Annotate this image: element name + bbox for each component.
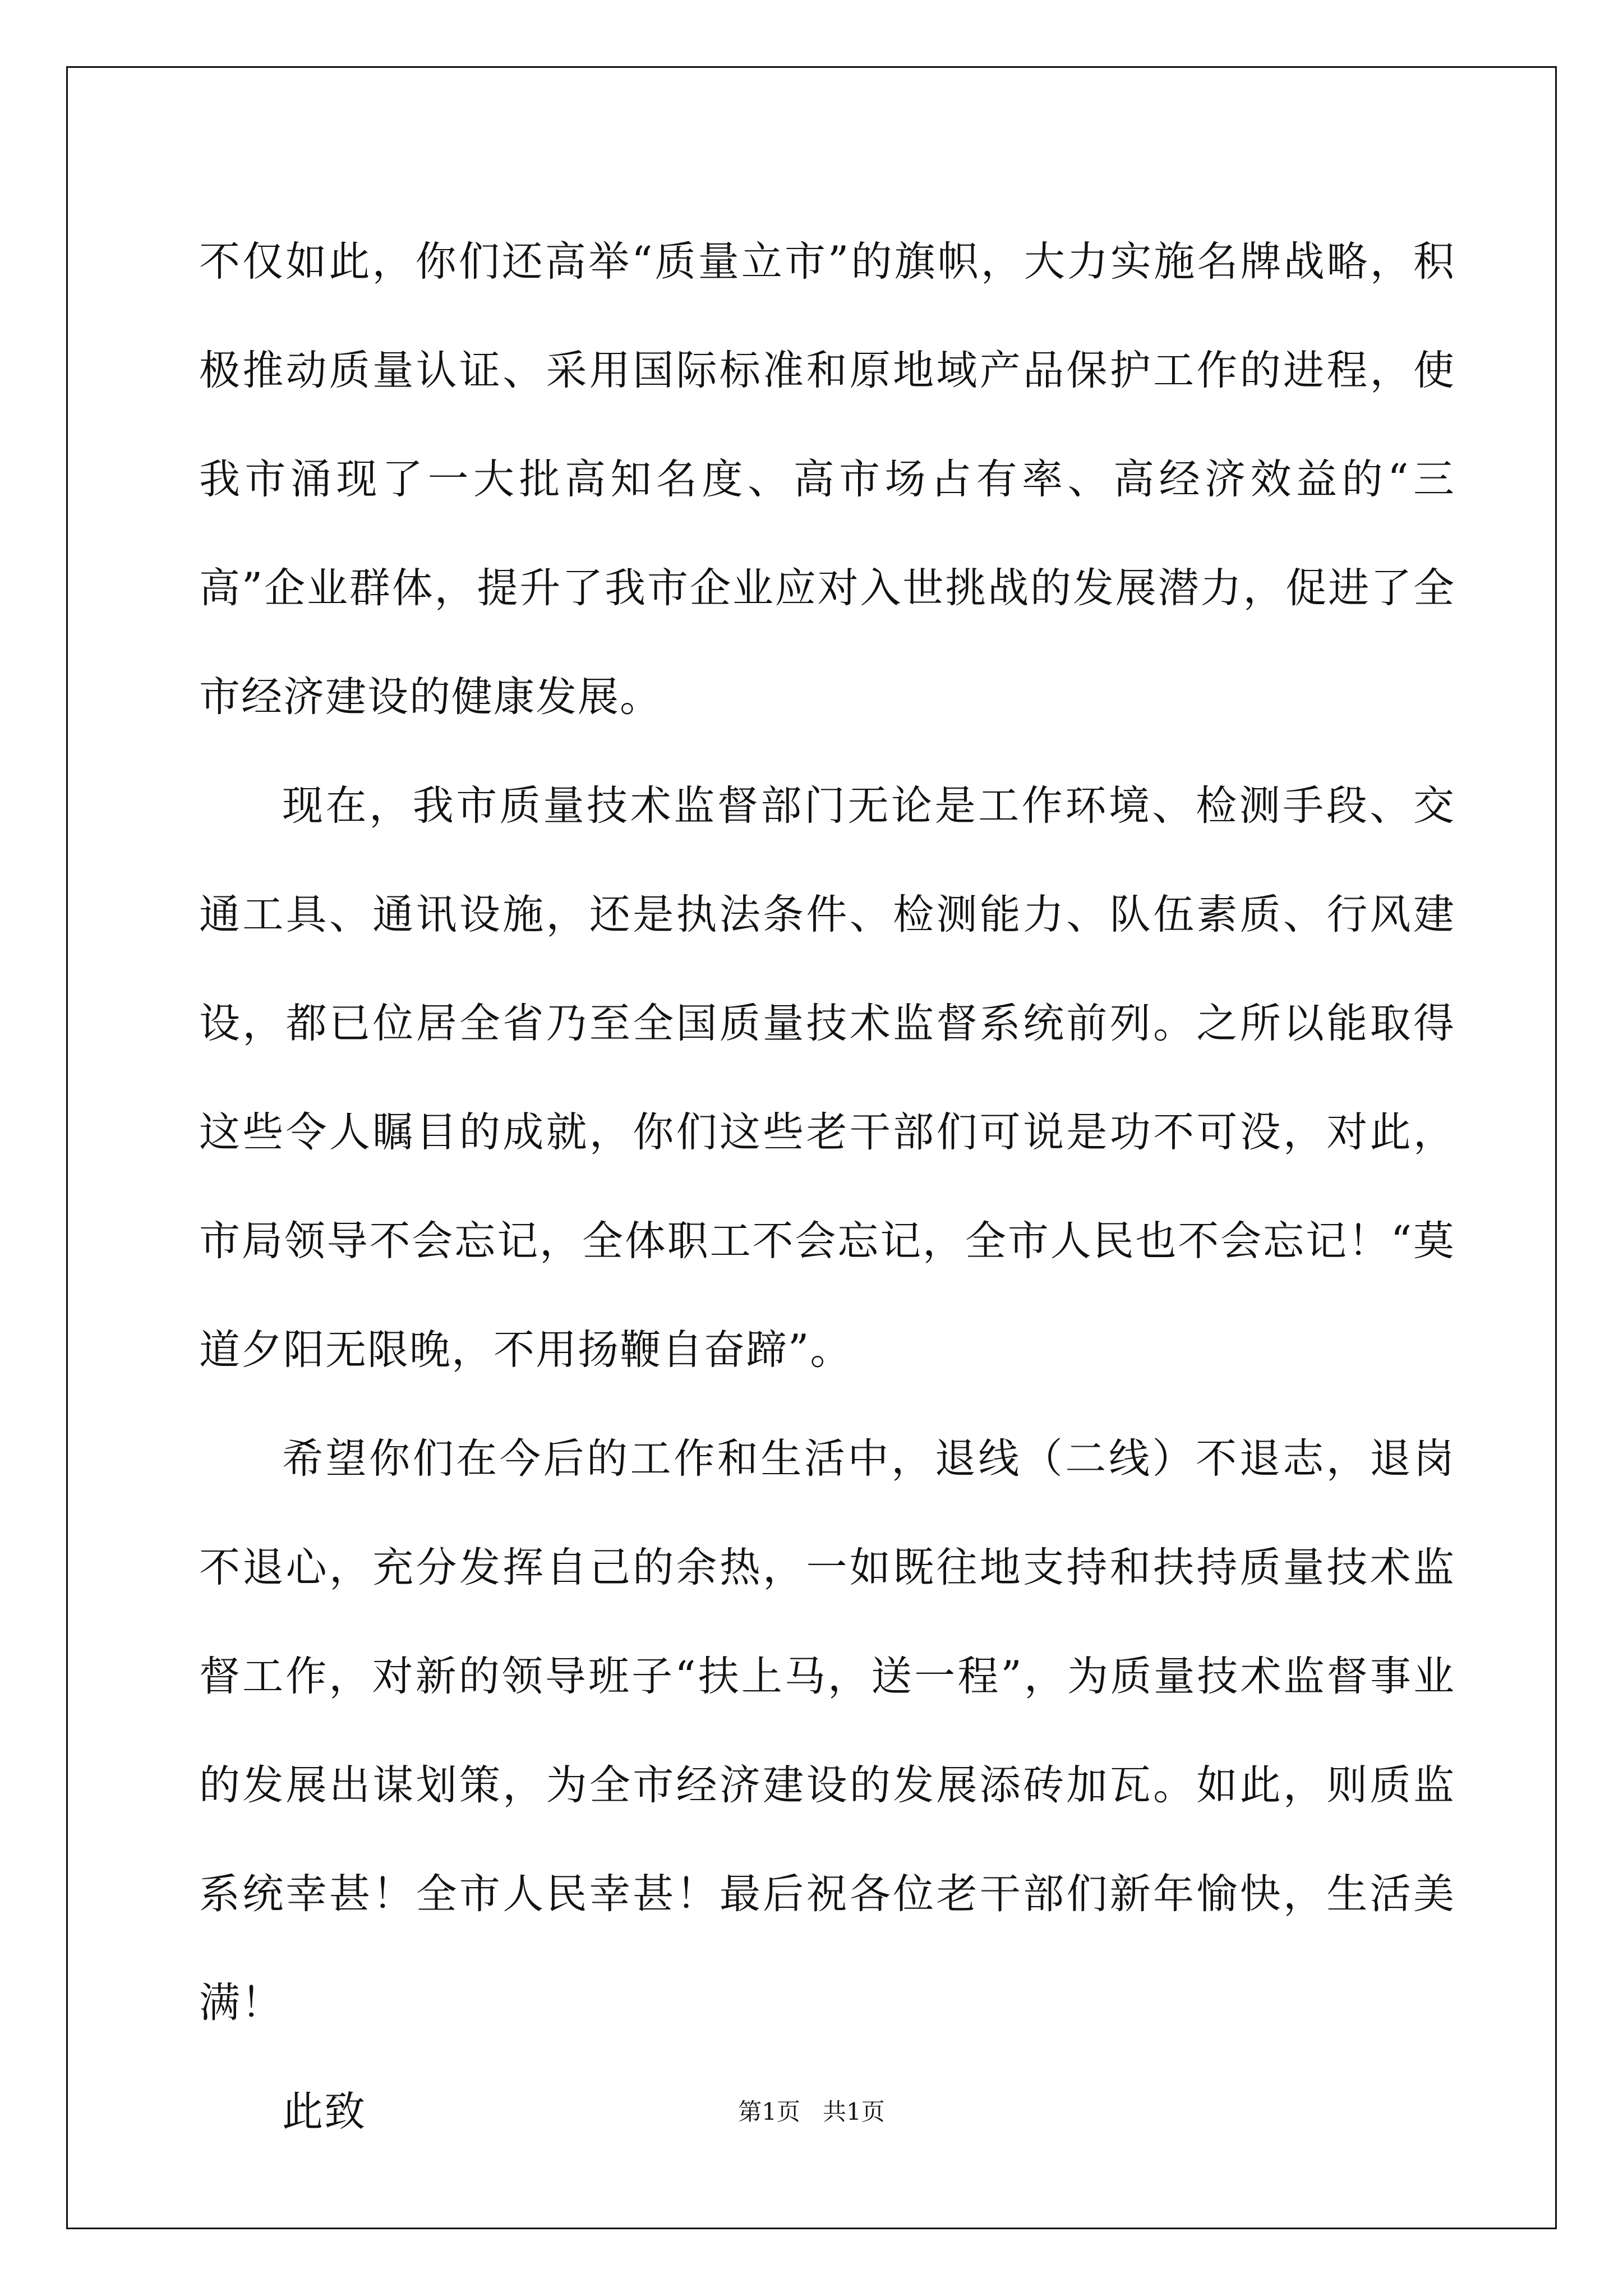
paragraph-3: 希望你们在今后的工作和生活中，退线（二线）不退志，退岗不退心，充分发挥自己的余热，一如既往地支持和扶持质量技术监督工作，对新的领导班子“扶上马，送一程”，为质量技术监督事业的发展出谋划策，为全市经济建设的发展添砖加瓦。如此，则质监系统幸甚！全市人民幸甚！最后祝各位老干部们新年愉快，生活美满！ — [199, 1435, 1455, 2027]
paragraph-1: 不仅如此，你们还高举“质量立市”的旗帜，大力实施名牌战略，积极推动质量认证、采用国际标准和原地域产品保护工作的进程，使我市涌现了一大批高知名度、高市场占有率、高经济效益的“三高”企业群体，提升了我市企业应对入世挑战的发展潜力，促进了全市经济建设的健康发展。 — [199, 238, 1455, 721]
document-body — [199, 208, 1455, 2166]
page-total: 共1页 — [823, 2098, 885, 2125]
page-footer — [0, 2095, 1623, 2129]
page-number: 第1页 — [738, 2098, 800, 2125]
closing-salutation: 此致 — [282, 2088, 366, 2136]
paragraph-2: 现在，我市质量技术监督部门无论是工作环境、检测手段、交通工具、通讯设施，还是执法条件、检测能力、队伍素质、行风建设，都已位居全省乃至全国质量技术监督系统前列。之所以能取得这些令人瞩目的成就，你们这些老干部们可说是功不可没，对此，市局领导不会忘记，全体职工不会忘记，全市人民也不会忘记！“莫道夕阳无限晚，不用扬鞭自奋蹄”。 — [199, 782, 1455, 1374]
